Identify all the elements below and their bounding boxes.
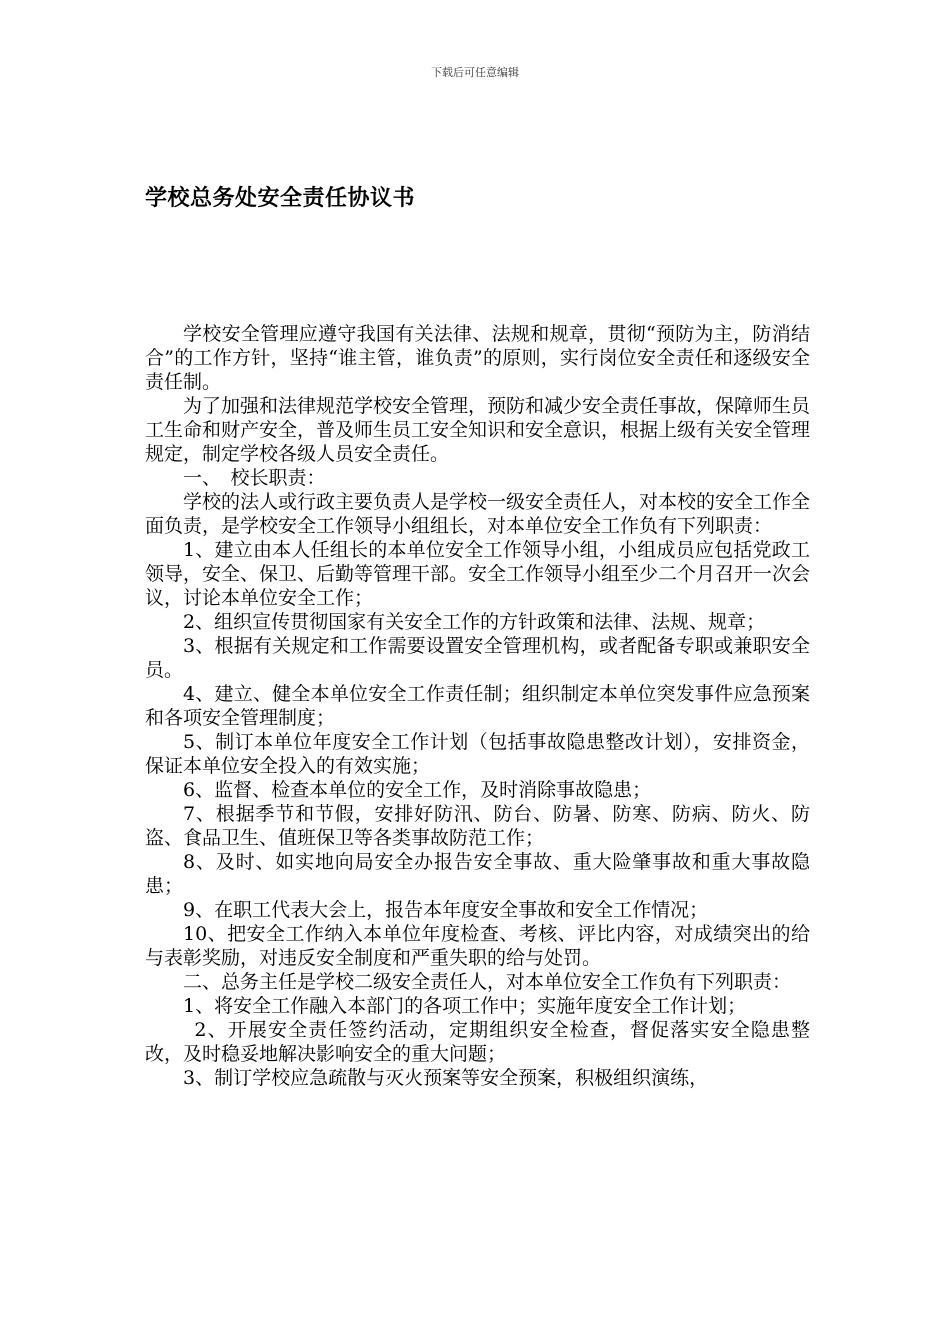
list-item-principal-8: 8、及时、如实地向局安全办报告安全事故、重大险肇事故和重大事故隐患； [145, 851, 810, 897]
list-item-general-affairs-3: 3、制订学校应急疏散与灭火预案等安全预案，积极组织演练， [183, 1067, 709, 1089]
list-item-principal-6: 6、监督、检查本单位的安全工作，及时消除事故隐患； [183, 779, 652, 801]
list-item-principal-1: 1、建立由本人任组长的本单位安全工作领导小组，小组成员应包括党政工领导，安全、保卫、后勤等管理干部。安全工作领导小组至少二个月召开一次会议，讨论本单位安全工作； [145, 539, 811, 609]
paragraph-purpose: 为了加强和法律规范学校安全管理，预防和减少安全责任事故，保障师生员工生命和财产安全，普及师生员工安全知识和安全意识，根据上级有关安全管理规定，制定学校各级人员安全责任。 [145, 395, 811, 465]
document-body [145, 322, 810, 1090]
paragraph-intro: 学校安全管理应遵守我国有关法律、法规和规章，贯彻“预防为主，防消结合”的工作方针，坚持“谁主管，谁负责”的原则，实行岗位安全责任和逐级安全责任制。 [145, 323, 810, 393]
list-item-principal-10: 10、把安全工作纳入本单位年度检查、考核、评比内容，对成绩突出的给与表彰奖励，对违反安全制度和严重失职的给与处罚。 [145, 923, 810, 969]
section-heading-principal: 一、 校长职责： [183, 467, 326, 489]
list-item-principal-4: 4、建立、健全本单位安全工作责任制；组织制定本单位突发事件应急预案和各项安全管理制度； [145, 683, 810, 729]
paragraph-principal-role: 学校的法人或行政主要负责人是学校一级安全责任人，对本校的安全工作全面负责，是学校安全工作领导小组组长，对本单位安全工作负有下列职责： [145, 491, 811, 537]
list-item-principal-5: 5、制订本单位年度安全工作计划（包括事故隐患整改计划），安排资金，保证本单位安全投入的有效实施； [145, 731, 810, 777]
page-header-note: 下载后可任意编辑 [431, 66, 519, 79]
list-item-principal-2: 2、组织宣传贯彻国家有关安全工作的方针政策和法律、法规、规章； [183, 611, 766, 633]
section-heading-general-affairs: 二、总务主任是学校二级安全责任人，对本单位安全工作负有下列职责： [183, 971, 792, 993]
document-title: 学校总务处安全责任协议书 [145, 186, 416, 211]
list-item-general-affairs-1: 1、将安全工作融入本部门的各项工作中；实施年度安全工作计划； [183, 995, 747, 1017]
list-item-principal-7: 7、根据季节和节假，安排好防汛、防台、防暑、防寒、防病、防火、防盗、食品卫生、值班保卫等各类事故防范工作； [145, 803, 810, 849]
list-item-general-affairs-2: 2、开展安全责任签约活动，定期组织安全检查，督促落实安全隐患整改，及时稳妥地解决影响安全的重大问题； [145, 1019, 810, 1065]
list-item-principal-3: 3、根据有关规定和工作需要设置安全管理机构，或者配备专职或兼职安全员。 [145, 635, 810, 681]
list-item-principal-9: 9、在职工代表大会上，报告本年度安全事故和安全工作情况； [183, 899, 709, 921]
